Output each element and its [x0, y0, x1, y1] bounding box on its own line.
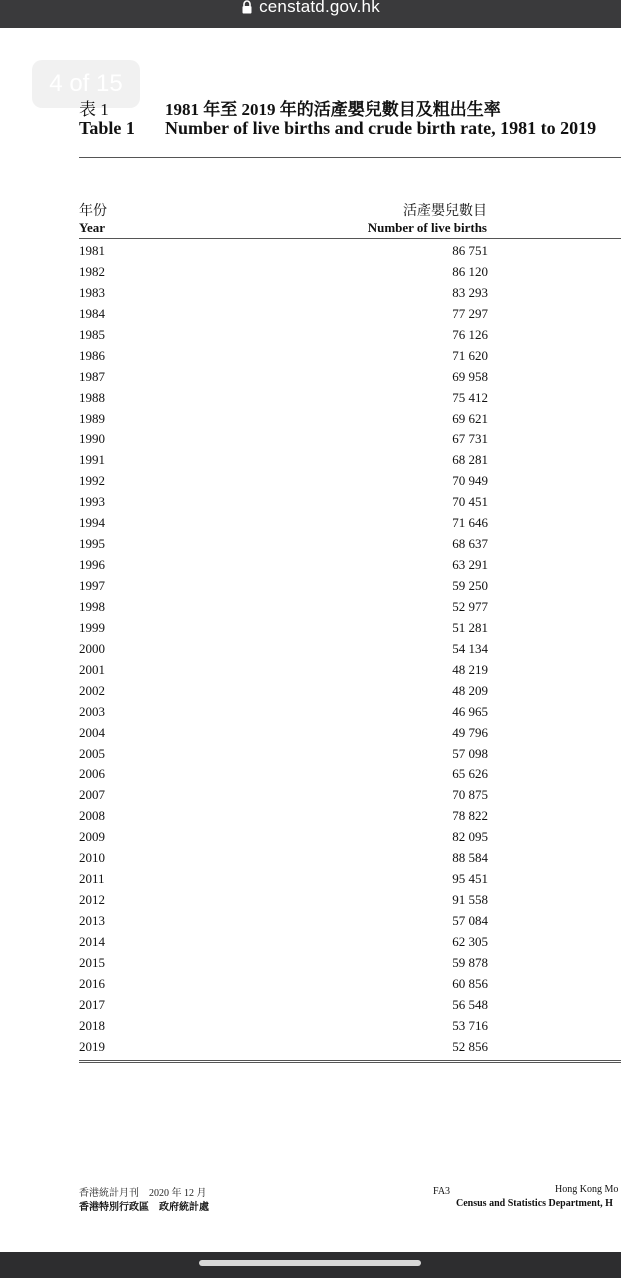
- table-row: [79, 282, 488, 303]
- births-cell: 69 958: [452, 368, 488, 384]
- table-row: [79, 847, 488, 868]
- home-indicator[interactable]: [199, 1260, 421, 1266]
- births-cell: 67 731: [452, 431, 488, 447]
- births-cell: 68 637: [452, 536, 488, 552]
- browser-address-bar[interactable]: [0, 0, 621, 28]
- births-cell: 95 451: [452, 871, 488, 887]
- year-cell: 2014: [79, 933, 105, 949]
- table-row: [79, 889, 488, 910]
- table-row: [79, 868, 488, 889]
- table-row: [79, 910, 488, 931]
- births-cell: 70 451: [452, 494, 488, 510]
- lock-icon: [241, 0, 253, 14]
- table-row: [79, 784, 488, 805]
- births-cell: 76 126: [452, 326, 488, 342]
- table-row: [79, 1036, 488, 1057]
- births-cell: 63 291: [452, 557, 488, 573]
- births-cell: 48 209: [452, 682, 488, 698]
- year-cell: 2011: [79, 871, 105, 887]
- table-row: [79, 596, 488, 617]
- births-cell: 70 875: [452, 787, 488, 803]
- table-row: [79, 240, 488, 261]
- table-row: [79, 1015, 488, 1036]
- year-cell: 2019: [79, 1038, 105, 1054]
- births-cell: 82 095: [452, 829, 488, 845]
- year-cell: 1988: [79, 389, 105, 405]
- year-cell: 1986: [79, 347, 105, 363]
- year-cell: 1996: [79, 557, 105, 573]
- year-cell: 1998: [79, 598, 105, 614]
- table-bottom-divider: [79, 1060, 621, 1063]
- births-cell: 70 949: [452, 473, 488, 489]
- births-cell: 62 305: [452, 933, 488, 949]
- births-cell: 51 281: [452, 619, 488, 635]
- table-row: [79, 303, 488, 324]
- year-cell: 2000: [79, 640, 105, 656]
- year-cell: 2004: [79, 724, 105, 740]
- year-cell: 2017: [79, 996, 105, 1012]
- year-cell: 2008: [79, 808, 105, 824]
- births-cell: 78 822: [452, 808, 488, 824]
- title-divider: [79, 157, 621, 158]
- year-cell: 2006: [79, 766, 105, 782]
- year-cell: 2005: [79, 745, 105, 761]
- births-table-body: [79, 240, 488, 1057]
- url-text: censtatd.gov.hk: [259, 0, 380, 16]
- year-cell: 1994: [79, 515, 105, 531]
- footer-department-zh: 香港特別行政區 政府統計處: [79, 1202, 209, 1213]
- births-cell: 71 646: [452, 515, 488, 531]
- table-row: [79, 638, 488, 659]
- births-cell: 57 084: [452, 913, 488, 928]
- births-cell: 86 120: [452, 263, 488, 279]
- table-row: [79, 554, 488, 575]
- table-label-zh: 表 1: [79, 100, 109, 119]
- table-row: [79, 470, 488, 491]
- births-cell: 46 965: [452, 703, 488, 719]
- births-cell: 49 796: [452, 724, 488, 740]
- table-row: [79, 324, 488, 345]
- year-cell: 2015: [79, 954, 105, 970]
- births-cell: 65 626: [452, 766, 488, 782]
- year-cell: 1999: [79, 619, 105, 635]
- table-title-en: Number of live births and crude birth rate, 1981 to 2019: [165, 118, 597, 138]
- births-cell: 60 856: [452, 975, 488, 991]
- births-header-zh: 活產嬰兒數目: [403, 204, 487, 219]
- page-indicator: 4 of 15: [32, 60, 140, 108]
- births-cell: 59 878: [452, 954, 488, 970]
- footer-page-code: FA3: [433, 1186, 451, 1197]
- year-cell: 1995: [79, 536, 105, 552]
- footer-department-en: Census and Statistics Department, H: [456, 1198, 613, 1209]
- table-row: [79, 345, 488, 366]
- table-row: [79, 387, 488, 408]
- table-row: [79, 931, 488, 952]
- births-cell: 52 856: [452, 1038, 488, 1054]
- year-cell: 1985: [79, 326, 105, 342]
- header-divider: [79, 238, 621, 239]
- table-title-zh: 1981 年至 2019 年的活產嬰兒數目及粗出生率: [165, 100, 501, 119]
- year-cell: 1992: [79, 473, 105, 489]
- year-cell: 2001: [79, 661, 105, 677]
- births-cell: 77 297: [452, 305, 488, 321]
- table-row: [79, 805, 488, 826]
- table-row: [79, 826, 488, 847]
- year-cell: 2003: [79, 703, 105, 719]
- year-cell: 1997: [79, 578, 105, 593]
- table-row: [79, 428, 488, 449]
- year-cell: 1981: [79, 243, 105, 258]
- year-cell: 1990: [79, 431, 105, 447]
- table-row: [79, 701, 488, 722]
- table-row: [79, 366, 488, 387]
- births-cell: 69 621: [452, 410, 488, 426]
- year-cell: 2018: [79, 1017, 105, 1033]
- table-row: [79, 973, 488, 994]
- year-cell: 2009: [79, 829, 105, 845]
- table-row: [79, 722, 488, 743]
- table-row: [79, 743, 488, 764]
- year-cell: 2012: [79, 892, 105, 908]
- table-row: [79, 408, 488, 429]
- table-row: [79, 680, 488, 701]
- year-cell: 1987: [79, 368, 105, 384]
- table-row: [79, 533, 488, 554]
- births-cell: 52 977: [452, 598, 488, 614]
- year-cell: 2013: [79, 913, 105, 928]
- births-cell: 88 584: [452, 850, 488, 866]
- births-cell: 53 716: [452, 1017, 488, 1033]
- url-display[interactable]: [241, 0, 380, 17]
- births-cell: 59 250: [452, 578, 488, 593]
- table-row: [79, 994, 488, 1015]
- births-cell: 75 412: [452, 389, 488, 405]
- births-cell: 91 558: [452, 892, 488, 908]
- births-cell: 86 751: [452, 243, 488, 258]
- year-header-en: Year: [79, 220, 105, 235]
- births-cell: 71 620: [452, 347, 488, 363]
- births-cell: 56 548: [452, 996, 488, 1012]
- table-row: [79, 491, 488, 512]
- year-cell: 2016: [79, 975, 105, 991]
- year-cell: 1989: [79, 410, 105, 426]
- table-row: [79, 449, 488, 470]
- table-row: [79, 952, 488, 973]
- table-row: [79, 261, 488, 282]
- footer-publication-en: Hong Kong Mo: [555, 1184, 619, 1195]
- footer-publication-zh: 香港統計月刊 2020 年 12 月: [79, 1188, 207, 1199]
- year-cell: 2007: [79, 787, 105, 803]
- year-cell: 1983: [79, 284, 105, 300]
- year-cell: 1982: [79, 263, 105, 279]
- table-row: [79, 763, 488, 784]
- year-cell: 2010: [79, 850, 105, 866]
- table-row: [79, 575, 488, 596]
- table-row: [79, 617, 488, 638]
- year-header-zh: 年份: [79, 204, 107, 219]
- births-cell: 68 281: [452, 452, 488, 468]
- year-cell: 1993: [79, 494, 105, 510]
- births-cell: 48 219: [452, 661, 488, 677]
- births-cell: 57 098: [452, 745, 488, 761]
- year-cell: 1984: [79, 305, 105, 321]
- births-cell: 54 134: [452, 640, 488, 656]
- births-header-en: Number of live births: [367, 220, 487, 235]
- table-label-en: Table 1: [79, 118, 135, 138]
- table-row: [79, 659, 488, 680]
- year-cell: 2002: [79, 682, 105, 698]
- table-row: [79, 512, 488, 533]
- year-cell: 1991: [79, 452, 105, 468]
- births-cell: 83 293: [452, 284, 488, 300]
